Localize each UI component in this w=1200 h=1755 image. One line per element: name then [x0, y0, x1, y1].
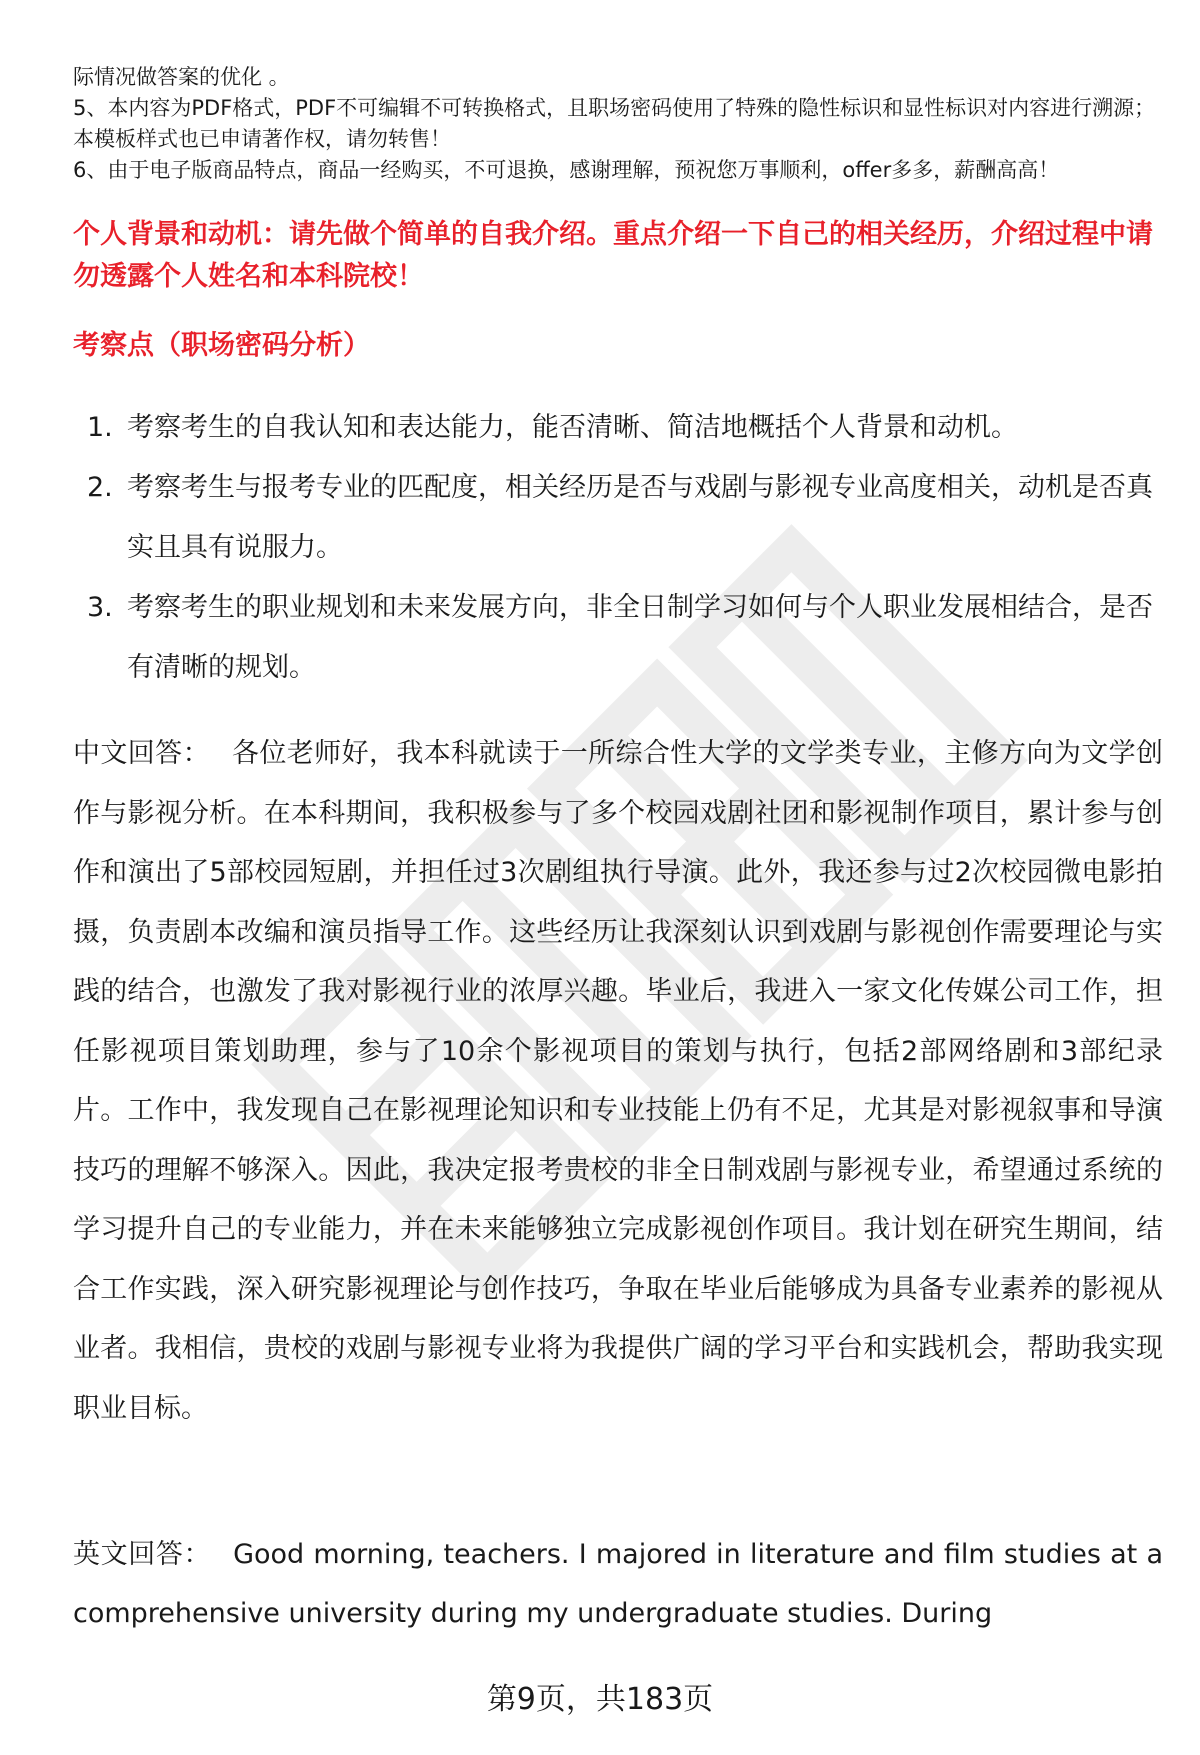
- list-item-number: 1.: [87, 412, 113, 443]
- list-item: [73, 458, 1163, 578]
- notes-block: [73, 62, 1163, 186]
- chinese-answer: [73, 724, 1163, 1438]
- question-heading: 个人背景和动机：请先做个简单的自我介绍。重点介绍一下自己的相关经历，介绍过程中请勿透露个人姓名和本科院校！: [73, 219, 1153, 292]
- chinese-answer-text: 各位老师好，我本科就读于一所综合性大学的文学类专业，主修方向为文学创作与影视分析。在本科期间，我积极参与了多个校园戏剧社团和影视制作项目，累计参与创作和演出了5部校园短剧，并担任过3次剧组执行导演。此外，我还参与过2次校园微电影拍摄，负责剧本改编和演员指导工作。这些经历让我深刻认识到戏剧与影视创作需要理论与实践的结合，也激发了我对影视行业的浓厚兴趣。毕业后，我进入一家文化传媒公司工作，担任影视项目策划助理，参与了10余个影视项目的策划与执行，包括2部网络剧和3部纪录片。工作中，我发现自己在影视理论知识和专业技能上仍有不足，尤其是对影视叙事和导演技巧的理解不够深入。因此，我决定报考贵校的非全日制戏剧与影视专业，希望通过系统的学习提升自己的专业能力，并在未来能够独立完成影视创作项目。我计划在研究生期间，结合工作实践，深入研究影视理论与创作技巧，争取在毕业后能够成为具备专业素养的影视从业者。我相信，贵校的戏剧与影视专业将为我提供广阔的学习平台和实践机会，帮助我实现职业目标。: [73, 738, 1164, 1424]
- note-line-optimization: 际情况做答案的优化 。: [73, 65, 290, 89]
- section-title: 考察点（职场密码分析）: [73, 330, 370, 361]
- list-item-text: 考察考生的自我认知和表达能力，能否清晰、简洁地概括个人背景和动机。: [127, 412, 1018, 443]
- list-item: [73, 398, 1163, 458]
- list-item-number: 2.: [87, 472, 113, 503]
- english-answer: [73, 1525, 1163, 1643]
- english-answer-text: Good morning, teachers. I majored in literature and film studies at a comprehensive university during my undergraduate studies. During: [73, 1539, 1163, 1629]
- list-item-number: 3.: [87, 592, 113, 623]
- chinese-answer-label: 中文回答：: [73, 738, 210, 769]
- note-line-5: 5、本内容为PDF格式，PDF不可编辑不可转换格式，且职场密码使用了特殊的隐性标识和显性标识对内容进行溯源；本模板样式也已申请著作权，请勿转售！: [73, 96, 1156, 151]
- list-item-text: 考察考生与报考专业的匹配度，相关经历是否与戏剧与影视专业高度相关，动机是否真实且具有说服力。: [127, 472, 1153, 563]
- page-number-footer: 第9页，共183页: [486, 1682, 714, 1717]
- english-answer-label: 英文回答：: [73, 1539, 212, 1570]
- list-item: [73, 578, 1163, 698]
- list-item-text: 考察考生的职业规划和未来发展方向，非全日制学习如何与个人职业发展相结合，是否有清晰的规划。: [127, 592, 1153, 683]
- assessment-points-list: [73, 398, 1163, 698]
- note-line-6: 6、由于电子版商品特点，商品一经购买，不可退换，感谢理解，预祝您万事顺利，offer多多，薪酬高高！: [73, 158, 1060, 182]
